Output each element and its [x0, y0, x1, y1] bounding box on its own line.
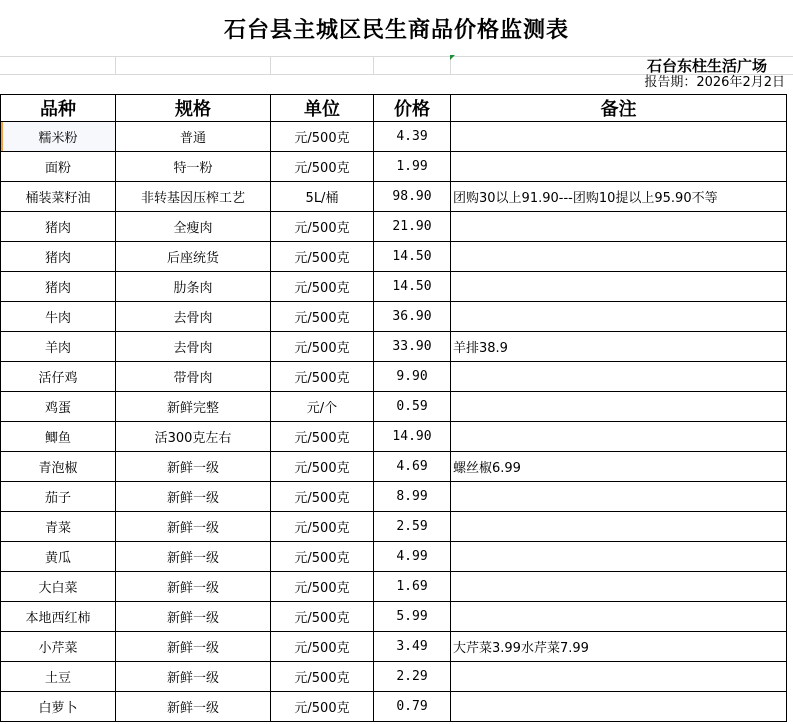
- cell-variety[interactable]: 鸡蛋: [1, 392, 116, 422]
- table-row: [1, 302, 787, 332]
- cell-unit[interactable]: 元/500克: [271, 122, 374, 152]
- cell-variety[interactable]: 青菜: [1, 512, 116, 542]
- cell-price[interactable]: 33.90: [374, 332, 451, 362]
- cell-spec[interactable]: 新鲜一级: [116, 692, 271, 722]
- cell-variety[interactable]: 桶装菜籽油: [1, 182, 116, 212]
- header-note[interactable]: 备注: [451, 95, 787, 122]
- cell-price[interactable]: 3.49: [374, 632, 451, 662]
- cell-spec[interactable]: 新鲜一级: [116, 452, 271, 482]
- cell-unit[interactable]: 元/500克: [271, 572, 374, 602]
- table-row: [1, 482, 787, 512]
- table-row: [1, 152, 787, 182]
- price-table: [0, 94, 787, 722]
- cell-note[interactable]: 团购30以上91.90---团购10提以上95.90不等: [451, 182, 787, 212]
- cell-spec[interactable]: 非转基因压榨工艺: [116, 182, 271, 212]
- cell-spec[interactable]: 去骨肉: [116, 332, 271, 362]
- cell-variety[interactable]: 鲫鱼: [1, 422, 116, 452]
- cell-variety[interactable]: 小芹菜: [1, 632, 116, 662]
- cell-variety[interactable]: 本地西红柿: [1, 602, 116, 632]
- cell-note[interactable]: [451, 512, 787, 542]
- cell-unit[interactable]: 元/500克: [271, 452, 374, 482]
- cell-spec[interactable]: 后座统货: [116, 242, 271, 272]
- cell-price[interactable]: 1.69: [374, 572, 451, 602]
- table-header-row: [1, 95, 787, 122]
- header-unit[interactable]: 单位: [271, 95, 374, 122]
- cell-variety[interactable]: 牛肉: [1, 302, 116, 332]
- cell-variety[interactable]: 黄瓜: [1, 542, 116, 572]
- cell-spec[interactable]: 新鲜一级: [116, 512, 271, 542]
- cell-variety[interactable]: 猪肉: [1, 242, 116, 272]
- cell-spec[interactable]: 肋条肉: [116, 272, 271, 302]
- table-row: [1, 332, 787, 362]
- cell-note[interactable]: [451, 122, 787, 152]
- cell-unit[interactable]: 元/500克: [271, 512, 374, 542]
- table-row: [1, 602, 787, 632]
- table-row: [1, 212, 787, 242]
- cell-spec[interactable]: 活300克左右: [116, 422, 271, 452]
- table-row: [1, 662, 787, 692]
- cell-unit[interactable]: 元/500克: [271, 362, 374, 392]
- cell-spec[interactable]: 带骨肉: [116, 362, 271, 392]
- cell-note[interactable]: [451, 302, 787, 332]
- table-row: [1, 362, 787, 392]
- cell-spec[interactable]: 新鲜完整: [116, 392, 271, 422]
- cell-price[interactable]: 21.90: [374, 212, 451, 242]
- cell-note[interactable]: [451, 572, 787, 602]
- table-row: [1, 242, 787, 272]
- cell-note[interactable]: [451, 692, 787, 722]
- cell-variety[interactable]: 猪肉: [1, 212, 116, 242]
- cell-price[interactable]: 2.59: [374, 512, 451, 542]
- cell-note[interactable]: [451, 152, 787, 182]
- cell-unit[interactable]: 元/500克: [271, 602, 374, 632]
- cell-unit[interactable]: 元/500克: [271, 302, 374, 332]
- cell-variety[interactable]: 茄子: [1, 482, 116, 512]
- cell-spec[interactable]: 新鲜一级: [116, 572, 271, 602]
- header-spec[interactable]: 规格: [116, 95, 271, 122]
- table-row: [1, 422, 787, 452]
- cell-spec[interactable]: 新鲜一级: [116, 542, 271, 572]
- table-row: [1, 392, 787, 422]
- cell-note[interactable]: [451, 212, 787, 242]
- grid-line: [373, 56, 374, 74]
- cell-note[interactable]: [451, 602, 787, 632]
- cell-variety[interactable]: 糯米粉: [1, 122, 116, 152]
- table-row: [1, 542, 787, 572]
- cell-price[interactable]: 9.90: [374, 362, 451, 392]
- cell-note[interactable]: 螺丝椒6.99: [451, 452, 787, 482]
- cell-unit[interactable]: 元/500克: [271, 632, 374, 662]
- cell-price[interactable]: 14.50: [374, 272, 451, 302]
- cell-variety[interactable]: 土豆: [1, 662, 116, 692]
- table-row: [1, 182, 787, 212]
- cell-price[interactable]: 4.69: [374, 452, 451, 482]
- cell-spec[interactable]: 特一粉: [116, 152, 271, 182]
- cell-unit[interactable]: 元/500克: [271, 482, 374, 512]
- cell-variety[interactable]: 羊肉: [1, 332, 116, 362]
- cell-price[interactable]: 36.90: [374, 302, 451, 332]
- cell-unit[interactable]: 元/个: [271, 392, 374, 422]
- cell-unit[interactable]: 元/500克: [271, 542, 374, 572]
- cell-unit[interactable]: 元/500克: [271, 272, 374, 302]
- report-date[interactable]: 报告期：2026年2月2日: [644, 75, 785, 90]
- cell-note[interactable]: [451, 482, 787, 512]
- cell-price[interactable]: 8.99: [374, 482, 451, 512]
- grid-line: [270, 56, 271, 74]
- table-row: [1, 122, 787, 152]
- header-variety[interactable]: 品种: [1, 95, 116, 122]
- cell-variety[interactable]: 青泡椒: [1, 452, 116, 482]
- cell-note[interactable]: [451, 392, 787, 422]
- cell-price[interactable]: 4.39: [374, 122, 451, 152]
- cell-comment-marker: [450, 55, 455, 60]
- cell-unit[interactable]: 元/500克: [271, 242, 374, 272]
- market-name[interactable]: 石台东柱生活广场: [646, 57, 767, 75]
- cell-note[interactable]: [451, 662, 787, 692]
- cell-note[interactable]: [451, 272, 787, 302]
- table-row: [1, 512, 787, 542]
- table-row: [1, 272, 787, 302]
- cell-price[interactable]: 0.79: [374, 692, 451, 722]
- cell-unit[interactable]: 元/500克: [271, 692, 374, 722]
- table-row: [1, 632, 787, 662]
- cell-note[interactable]: 羊排38.9: [451, 332, 787, 362]
- cell-price[interactable]: 14.50: [374, 242, 451, 272]
- cell-price[interactable]: 2.29: [374, 662, 451, 692]
- cell-unit[interactable]: 元/500克: [271, 332, 374, 362]
- cell-price[interactable]: 14.90: [374, 422, 451, 452]
- cell-note[interactable]: 大芹菜3.99水芹菜7.99: [451, 632, 787, 662]
- header-price[interactable]: 价格: [374, 95, 451, 122]
- cell-note[interactable]: [451, 242, 787, 272]
- cell-spec[interactable]: 普通: [116, 122, 271, 152]
- cell-unit[interactable]: 元/500克: [271, 152, 374, 182]
- cell-note[interactable]: [451, 362, 787, 392]
- cell-unit[interactable]: 元/500克: [271, 422, 374, 452]
- cell-variety[interactable]: 猪肉: [1, 272, 116, 302]
- cell-note[interactable]: [451, 542, 787, 572]
- cell-unit[interactable]: 元/500克: [271, 212, 374, 242]
- cell-spec[interactable]: 新鲜一级: [116, 632, 271, 662]
- cell-unit[interactable]: 5L/桶: [271, 182, 374, 212]
- cell-variety[interactable]: 大白菜: [1, 572, 116, 602]
- cell-unit[interactable]: 元/500克: [271, 662, 374, 692]
- cell-price[interactable]: 5.99: [374, 602, 451, 632]
- table-row: [1, 572, 787, 602]
- cell-spec[interactable]: 新鲜一级: [116, 482, 271, 512]
- cell-variety[interactable]: 面粉: [1, 152, 116, 182]
- cell-note[interactable]: [451, 422, 787, 452]
- cell-spec[interactable]: 全瘦肉: [116, 212, 271, 242]
- cell-variety[interactable]: 活仔鸡: [1, 362, 116, 392]
- cell-price[interactable]: 4.99: [374, 542, 451, 572]
- cell-price[interactable]: 1.99: [374, 152, 451, 182]
- grid-line: [115, 56, 116, 74]
- cell-spec[interactable]: 新鲜一级: [116, 662, 271, 692]
- cell-price[interactable]: 98.90: [374, 182, 451, 212]
- cell-spec[interactable]: 新鲜一级: [116, 602, 271, 632]
- table-row: [1, 692, 787, 722]
- cell-spec[interactable]: 去骨肉: [116, 302, 271, 332]
- table-row: [1, 452, 787, 482]
- cell-variety[interactable]: 白萝卜: [1, 692, 116, 722]
- cell-price[interactable]: 0.59: [374, 392, 451, 422]
- sheet-title: 石台县主城区民生商品价格监测表: [223, 17, 569, 43]
